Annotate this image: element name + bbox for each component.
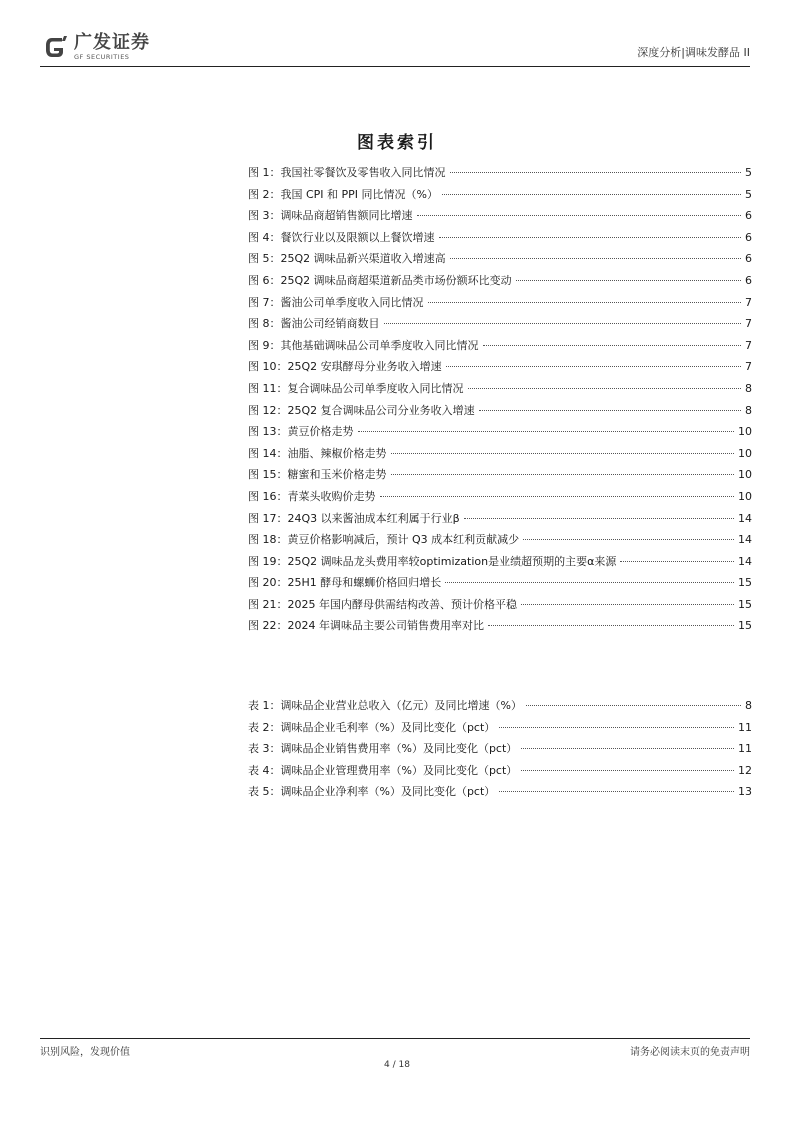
dot-leader (499, 791, 734, 792)
figure-index-entry[interactable] (248, 207, 752, 229)
entry-label: 图 1：我国社零餐饮及零售收入同比情况 (248, 166, 446, 179)
entry-page-number: 6 (745, 252, 752, 266)
entry-label: 图 8：酱油公司经销商数目 (248, 317, 380, 331)
dot-leader (439, 237, 742, 238)
entry-label: 图 4：餐饮行业以及限额以上餐饮增速 (248, 230, 435, 244)
entry-label: 图 2：我国 CPI 和 PPI 同比情况（%） (248, 187, 439, 201)
figure-index-entry[interactable] (248, 186, 752, 208)
entry-label: 图 3：调味品商超销售额同比增速 (248, 209, 413, 223)
entry-label: 图 20：25H1 酵母和螺蛳价格回归增长 (248, 576, 442, 590)
entry-page-number: 7 (745, 295, 752, 309)
dot-leader (391, 453, 735, 454)
dot-leader (521, 604, 734, 605)
entry-page-number: 8 (745, 699, 752, 712)
dot-leader (446, 366, 741, 367)
dot-leader (417, 215, 742, 216)
entry-page-number: 14 (738, 554, 752, 568)
dot-leader (479, 410, 741, 411)
dot-leader (450, 258, 741, 259)
entry-label: 图 10：25Q2 安琪酵母分业务收入增速 (248, 360, 442, 374)
figure-index-entry[interactable] (248, 596, 752, 618)
entry-label: 图 7：酱油公司单季度收入同比情况 (248, 295, 424, 309)
entry-label: 表 3：调味品企业销售费用率（%）及同比变化（pct） (248, 742, 518, 756)
entry-label: 图 11：复合调味品公司单季度收入同比情况 (248, 381, 464, 395)
entry-page-number: 7 (745, 317, 752, 331)
figure-index-entry[interactable] (248, 466, 752, 488)
figure-index-entry[interactable] (248, 423, 752, 445)
figure-index-entry[interactable] (248, 337, 752, 359)
figure-index-entry[interactable] (248, 531, 752, 553)
entry-label: 图 15：糖蜜和玉米价格走势 (248, 468, 387, 482)
entry-page-number: 14 (738, 533, 752, 547)
entry-page-number: 15 (738, 576, 752, 590)
dot-leader (358, 431, 735, 432)
dot-leader (523, 539, 734, 540)
entry-page-number: 13 (738, 785, 752, 799)
entry-label: 图 6：25Q2 调味品商超渠道新品类市场份额环比变动 (248, 273, 512, 287)
entry-page-number: 12 (738, 763, 752, 777)
entry-label: 图 12：25Q2 复合调味品公司分业务收入增速 (248, 403, 475, 417)
entry-label: 表 5：调味品企业净利率（%）及同比变化（pct） (248, 785, 496, 799)
figure-index-entry[interactable] (248, 380, 752, 402)
entry-page-number: 15 (738, 619, 752, 633)
table-index-entry[interactable] (248, 783, 752, 805)
figure-index-entry[interactable] (248, 250, 752, 272)
entry-page-number: 6 (745, 273, 752, 287)
footer-disclaimer-note: 请务必阅读末页的免责声明 (630, 1047, 750, 1058)
dot-leader (442, 194, 741, 195)
figure-index-entry[interactable] (248, 315, 752, 337)
entry-label: 图 21：2025 年国内酵母供需结构改善、预计价格平稳 (248, 597, 517, 611)
entry-page-number: 7 (745, 338, 752, 352)
table-index-list (248, 697, 752, 805)
entry-page-number: 6 (745, 209, 752, 223)
entry-label: 图 5：25Q2 调味品新兴渠道收入增速高 (248, 252, 446, 266)
figure-index-entry[interactable] (248, 510, 752, 532)
dot-leader (488, 625, 734, 626)
dot-leader (384, 323, 742, 324)
figure-index-list (248, 164, 752, 639)
entry-label: 表 4：调味品企业管理费用率（%）及同比变化（pct） (248, 763, 518, 777)
dot-leader (521, 748, 734, 749)
figure-index-entry[interactable] (248, 488, 752, 510)
entry-label: 表 2：调味品企业毛利率（%）及同比变化（pct） (248, 720, 496, 734)
gf-logo-icon (40, 32, 70, 62)
entry-page-number: 14 (738, 511, 752, 525)
logo-english-name: GF SECURITIES (74, 53, 130, 61)
figure-index-entry[interactable] (248, 445, 752, 467)
entry-label: 图 16：青菜头收购价走势 (248, 489, 376, 503)
footer-slogan: 识别风险，发现价值 (40, 1047, 130, 1058)
footer-divider (40, 1038, 750, 1039)
page-title: 图表索引 (357, 133, 437, 153)
entry-page-number: 6 (745, 230, 752, 244)
figure-index-entry[interactable] (248, 229, 752, 251)
dot-leader (483, 345, 742, 346)
dot-leader (450, 172, 742, 173)
entry-page-number: 5 (745, 187, 752, 201)
dot-leader (526, 705, 741, 706)
entry-page-number: 7 (745, 360, 752, 374)
dot-leader (521, 770, 734, 771)
entry-page-number: 8 (745, 381, 752, 395)
figure-index-entry[interactable] (248, 294, 752, 316)
logo-chinese-name: 广发证券 (74, 32, 150, 53)
entry-page-number: 10 (738, 446, 752, 460)
page-header (40, 30, 750, 66)
entry-page-number: 11 (738, 720, 752, 734)
entry-page-number: 10 (738, 489, 752, 503)
table-index-entry[interactable] (248, 697, 752, 719)
entry-label: 表 1：调味品企业营业总收入（亿元）及同比增速（%） (248, 699, 522, 712)
dot-leader (468, 388, 742, 389)
figure-index-entry[interactable] (248, 574, 752, 596)
entry-page-number: 10 (738, 425, 752, 439)
table-index-entry[interactable] (248, 719, 752, 741)
entry-label: 图 14：油脂、辣椒价格走势 (248, 446, 387, 460)
figure-index-entry[interactable] (248, 272, 752, 294)
entry-page-number: 8 (745, 403, 752, 417)
dot-leader (620, 561, 734, 562)
header-divider (40, 66, 750, 67)
table-index-entry[interactable] (248, 740, 752, 762)
figure-index-entry[interactable] (248, 617, 752, 639)
entry-page-number: 15 (738, 597, 752, 611)
dot-leader (380, 496, 735, 497)
dot-leader (499, 727, 734, 728)
dot-leader (445, 582, 734, 583)
table-index-entry[interactable] (248, 762, 752, 784)
company-logo (40, 30, 150, 64)
page-number: 4 / 18 (384, 1060, 410, 1070)
entry-label: 图 18：黄豆价格影响减后，预计 Q3 成本红利贡献减少 (248, 533, 520, 547)
entry-label: 图 9：其他基础调味品公司单季度收入同比情况 (248, 338, 479, 352)
report-type: 深度分析|调味发酵品 II (637, 46, 750, 59)
entry-label: 图 19：25Q2 调味品龙头费用率较optimization是业绩超预期的主要α来源 (248, 554, 617, 568)
figure-index-entry[interactable] (248, 358, 752, 380)
figure-index-entry[interactable] (248, 553, 752, 575)
entry-label: 图 17：24Q3 以来酱油成本红利属于行业β (248, 511, 460, 525)
dot-leader (516, 280, 741, 281)
dot-leader (428, 302, 742, 303)
dot-leader (391, 474, 735, 475)
figure-index-entry[interactable] (248, 402, 752, 424)
figure-index-entry[interactable] (248, 164, 752, 186)
entry-page-number: 10 (738, 468, 752, 482)
entry-page-number: 5 (745, 166, 752, 179)
entry-label: 图 22：2024 年调味品主要公司销售费用率对比 (248, 619, 484, 633)
entry-page-number: 11 (738, 742, 752, 756)
dot-leader (464, 518, 734, 519)
entry-label: 图 13：黄豆价格走势 (248, 425, 354, 439)
